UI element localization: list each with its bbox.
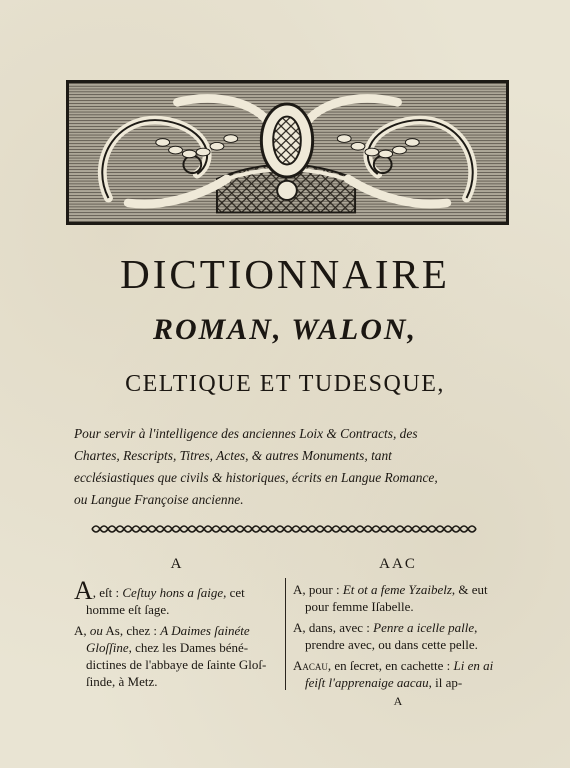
column-divider	[285, 578, 286, 690]
subtitle-paragraph	[74, 423, 504, 511]
dictionary-entry	[293, 657, 503, 691]
entry-text: , prendre avec, ou dans cette pelle.	[305, 620, 478, 652]
entry-text: , & eut pour femme Iſabelle.	[305, 582, 488, 614]
entry-text: , chez les Dames béné-dictines de l'abbaye de ſainte Gloſ-ſinde, à Metz.	[86, 640, 267, 689]
entry-text: , il ap-	[428, 675, 463, 690]
entry-text: , eſt :	[92, 585, 123, 600]
entry-example: Penre a icelle palle	[373, 620, 475, 635]
dictionary-entry	[74, 622, 280, 690]
signature-mark: A	[393, 694, 403, 708]
dictionary-entry	[293, 581, 503, 615]
entry-headword: Aacau	[293, 658, 328, 673]
title-subtitle: ROMAN, WALON,	[152, 313, 418, 346]
entry-example: Ceſtuy hons a ſaige	[122, 585, 224, 600]
entry-text: , cet homme eſt ſage.	[86, 585, 245, 617]
subtitle-line: Chartes, Rescripts, Titres, Actes, & autres Monuments, tant	[74, 448, 392, 463]
dictionary-entry	[293, 619, 503, 653]
entry-headword: A	[293, 620, 303, 635]
headpiece-engraving	[69, 83, 506, 222]
entry-text: , dans, avec :	[302, 620, 374, 635]
entry-headword: A	[74, 623, 84, 638]
ornamental-headpiece	[66, 80, 509, 225]
entry-text: ,	[83, 623, 90, 638]
entry-text: As, chez :	[102, 623, 161, 638]
entry-example: Li en ai feiſt l'apprenaige aacau	[305, 658, 494, 690]
entry-headword: A	[293, 582, 303, 597]
ornamental-rule	[90, 522, 490, 536]
dictionary-entry	[74, 576, 280, 618]
right-column	[293, 556, 503, 710]
title-main: DICTIONNAIRE	[120, 251, 450, 297]
entry-example: ou	[89, 623, 103, 638]
left-column	[74, 556, 280, 694]
title-third-line: CELTIQUE ET TUDESQUE,	[125, 371, 445, 397]
entry-text: , pour :	[302, 582, 343, 597]
entry-example: A Daimes ſainéte Gloſſine	[86, 623, 250, 655]
subtitle-line: ou Langue Françoise ancienne.	[74, 492, 244, 507]
column-header: AAC	[379, 556, 417, 572]
entry-example: Et ot a feme Yzaibelz	[342, 582, 452, 597]
entry-headword: A	[74, 576, 93, 605]
subtitle-line: Pour servir à l'intelligence des anciennes Loix & Contracts, des	[74, 426, 418, 441]
column-header: A	[170, 556, 184, 572]
subtitle-line: ecclésiastiques que civils & historiques, écrits en Langue Romance,	[74, 470, 438, 485]
entry-text: , en ſecret, en cachette :	[327, 658, 454, 673]
